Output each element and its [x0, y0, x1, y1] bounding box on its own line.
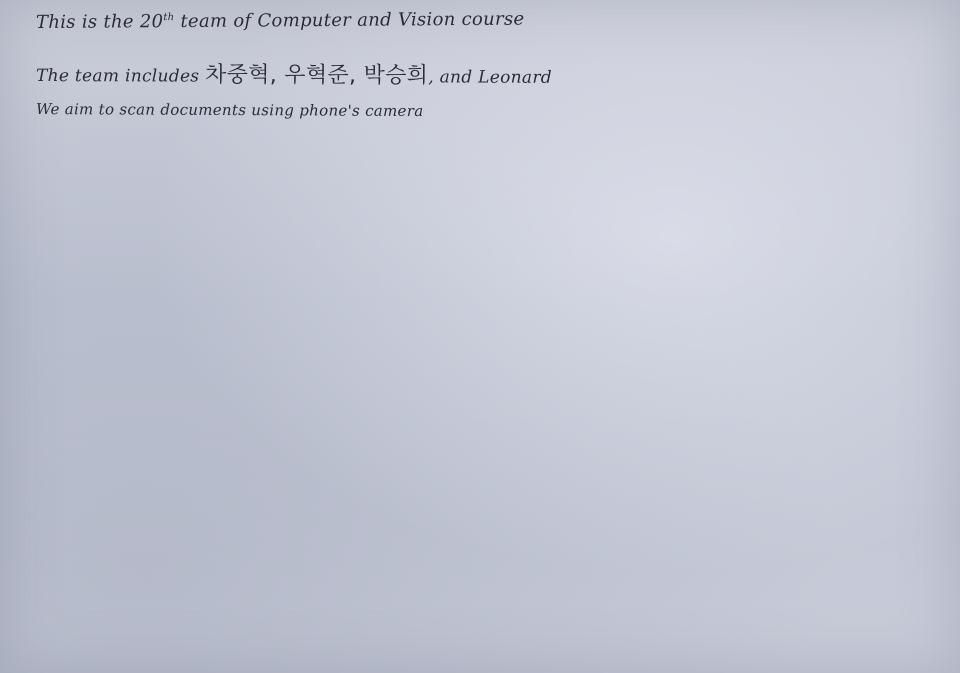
note-line-3-text: We aim to scan documents using phone's camera: [35, 100, 424, 121]
note-line-2-start: The team includes: [35, 66, 206, 87]
note-line-3: [36, 100, 424, 120]
note-line-1-end: team of Computer and Vision course: [174, 8, 525, 33]
note-line-2: [36, 57, 552, 90]
ordinal-suffix: th: [163, 12, 175, 24]
team-member-names: 차중혁, 우혁준, 박승희: [205, 62, 429, 89]
note-line-2-end: , and Leonard: [428, 67, 553, 88]
note-line-1: [36, 9, 525, 33]
note-line-1-start: This is the 20: [35, 11, 164, 33]
